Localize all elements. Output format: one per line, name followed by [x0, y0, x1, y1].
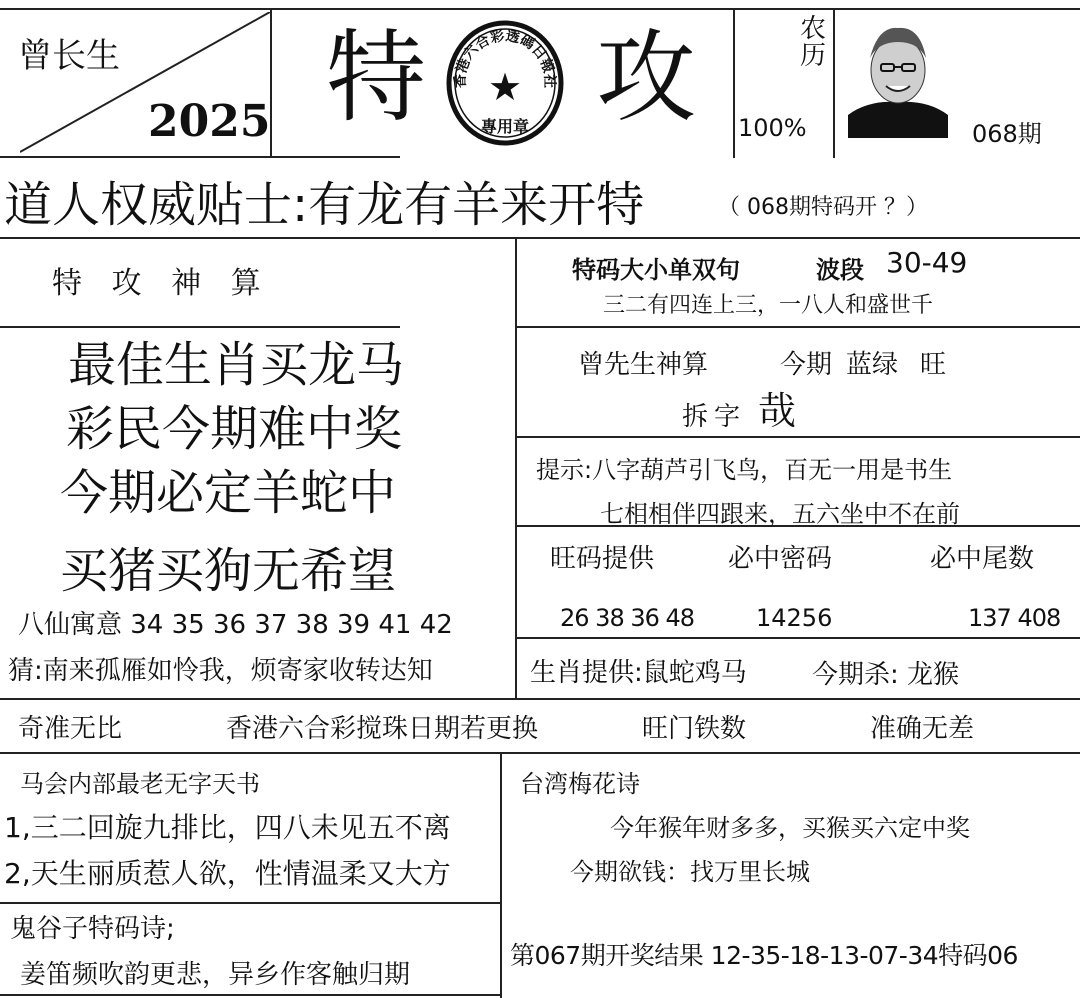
year: 2025: [148, 96, 271, 147]
divider: [0, 698, 1080, 700]
tegong-title: 特 攻 神 算: [52, 266, 271, 301]
divider: [515, 436, 1080, 438]
prediction-line: 最佳生肖买龙马: [68, 337, 405, 393]
prediction-line: 今期必定羊蛇中: [60, 465, 397, 521]
divider: [0, 994, 500, 996]
chaizi-label: 拆字: [682, 402, 747, 432]
tianshu-title: 马会内部最老无字天书: [20, 770, 260, 798]
divider: [515, 326, 1080, 328]
code-value: 26 38 36 48: [560, 604, 695, 632]
guiguzi-title: 鬼谷子特码诗;: [10, 914, 175, 944]
code-value: 14256: [756, 604, 833, 632]
divider: [500, 752, 502, 998]
headline-sub: （ 068期特码开 ？）: [718, 195, 928, 220]
issue-number: 068期: [972, 120, 1042, 148]
divider: [833, 8, 835, 158]
size-poem: 三二有四连上三，一八人和盛世千: [603, 293, 934, 318]
meihua-line: 今年猴年财多多，买猴买六定中奖: [610, 814, 970, 842]
sha-line: 今期杀: 龙猴: [812, 660, 960, 690]
divider: [0, 752, 1080, 754]
title-right-char: 攻: [596, 19, 696, 136]
slogan-item: 准确无差: [870, 714, 975, 744]
seal-arc-text: 香港六合彩透碼日報社: [452, 28, 558, 89]
headline: 道人权威贴士:有龙有羊来开特: [4, 177, 645, 233]
code-header: 旺码提供: [550, 544, 655, 574]
prediction-line: 买猪买狗无希望: [60, 543, 397, 599]
tip-line: 七相相伴四跟来，五六坐中不在前: [600, 500, 960, 528]
code-header: 必中尾数: [930, 544, 1035, 574]
slogan-item: 旺门铁数: [642, 714, 747, 744]
divider: [515, 637, 1080, 639]
riddle: 猜:南来孤雁如怜我，烦寄家收转达知: [8, 656, 433, 686]
chaizi-char: 哉: [758, 389, 797, 433]
percent-value: 100%: [738, 114, 807, 142]
tip-line: 提示:八字葫芦引飞鸟，百无一用是书生: [536, 456, 953, 484]
author-photo: [848, 20, 948, 138]
guiguzi-poem: 姜笛频吹韵更悲，异乡作客触归期: [20, 960, 411, 990]
slogan-item: 奇准无比: [18, 714, 123, 744]
slogan-item: 香港六合彩搅珠日期若更换: [226, 714, 539, 744]
divider: [0, 237, 1080, 239]
lunar-label: 农历: [800, 14, 827, 71]
shengxiao-line: 生肖提供:鼠蛇鸡马: [530, 658, 747, 688]
meihua-title: 台湾梅花诗: [520, 770, 640, 798]
code-header: 必中密码: [728, 544, 833, 574]
seal-bottom-text: 專用章: [480, 117, 530, 136]
wave-value: 30-49: [886, 246, 968, 279]
draw-result: 第067期开奖结果 12-35-18-13-07-34特码06: [510, 941, 1018, 970]
zeng-label: 曾先生神算: [578, 350, 709, 380]
wang-label: 旺: [920, 350, 947, 380]
jinqi-colors: 蓝绿: [846, 350, 899, 380]
divider: [0, 902, 500, 904]
title-left-char: 特: [326, 19, 426, 136]
seal-stamp: [445, 20, 565, 146]
author-name: 曾长生: [18, 36, 120, 76]
code-value: 137 408: [968, 604, 1061, 632]
baxian-numbers: 八仙寓意 34 35 36 37 38 39 41 42: [18, 610, 453, 640]
jinqi-label: 今期: [780, 350, 833, 380]
divider: [0, 156, 400, 158]
divider: [515, 238, 517, 698]
top-border: [0, 8, 1080, 10]
size-parity-title: 特码大小单双句: [572, 256, 740, 284]
tianshu-line: 2,天生丽质惹人欲，性情温柔又大方: [4, 857, 451, 890]
wave-label: 波段: [816, 256, 864, 284]
tianshu-line: 1,三二回旋九排比，四八未见五不离: [4, 811, 451, 844]
meihua-line: 今期欲钱：找万里长城: [570, 858, 810, 886]
divider: [733, 8, 735, 158]
seal-star-icon: ★: [487, 65, 523, 109]
prediction-line: 彩民今期难中奖: [66, 401, 403, 457]
